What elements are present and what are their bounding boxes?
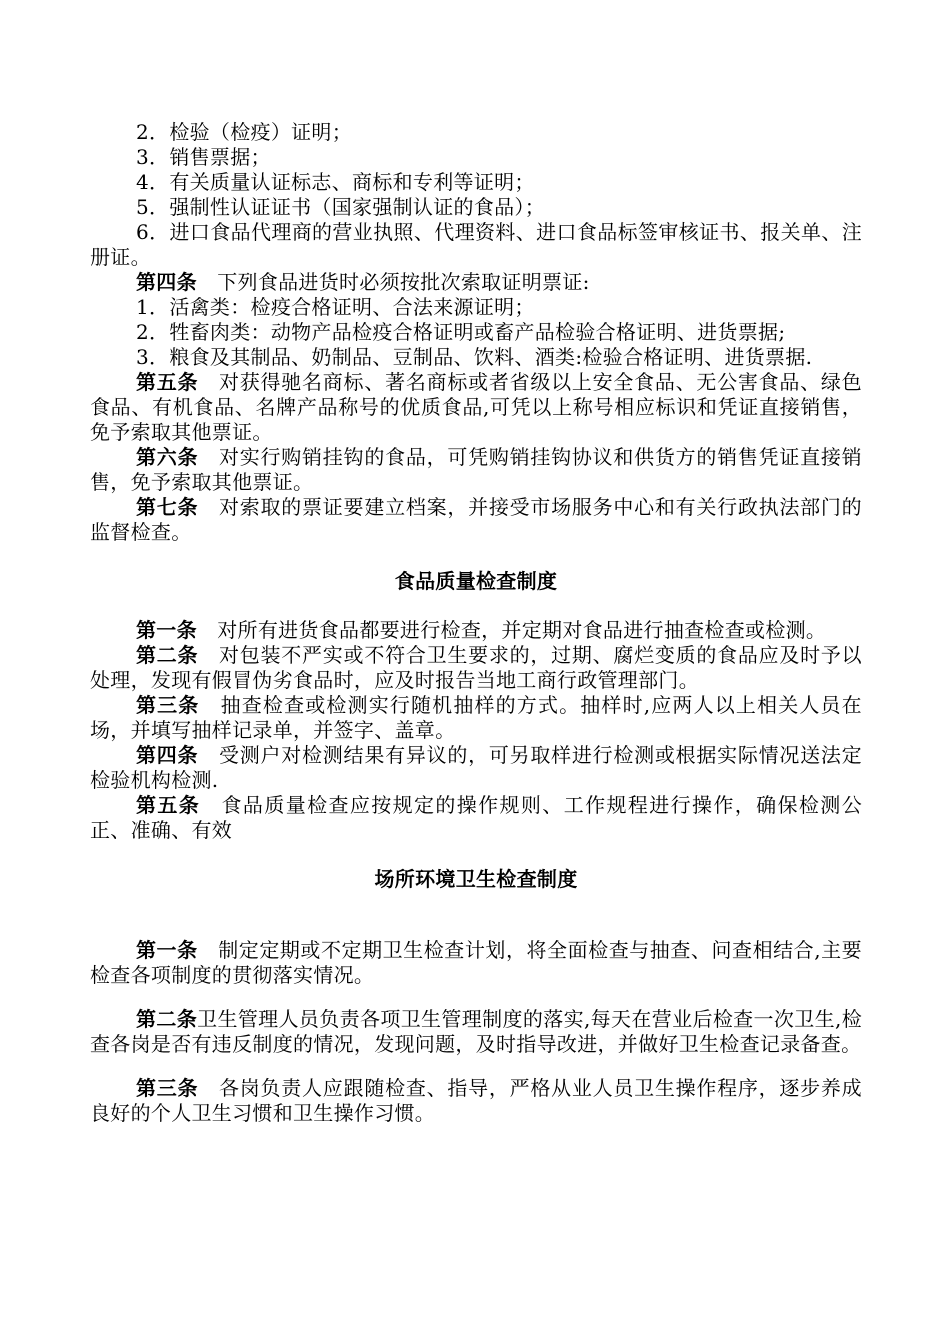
article-label: 第一条: [136, 618, 197, 642]
article-text: 食品质量检查应按规定的操作规则、工作规程进行操作，确保检测公正、准确、有效: [90, 793, 862, 842]
article-text: 受测户对检测结果有异议的，可另取样进行检测或根据实际情况送法定检验机构检测.: [90, 743, 862, 792]
article-text: 下列食品进货时必须按批次索取证明票证:: [217, 270, 590, 294]
article-2: [90, 643, 862, 693]
article-label: 第一条: [136, 938, 198, 962]
article-label: 第三条: [136, 1076, 199, 1100]
article-label: 第二条: [136, 1007, 198, 1031]
article-6: [90, 445, 862, 495]
section-title-food-quality: 食品质量检查制度: [394, 569, 558, 593]
article-4: [90, 743, 862, 793]
article-label: 第四条: [136, 743, 199, 767]
list-item: 1．活禽类：检疫合格证明、合法来源证明；: [136, 295, 535, 319]
article-5: [90, 793, 862, 843]
article-label: 第六条: [136, 445, 199, 469]
article-text: 抽查检查或检测实行随机抽样的方式。抽样时,应两人以上相关人员在场，并填写抽样记录单，并签字、盖章。: [90, 693, 862, 742]
article-5: [90, 370, 862, 445]
article-text: 对所有进货食品都要进行检查，并定期对食品进行抽查检查或检测。: [217, 618, 827, 642]
list-item: 6．进口食品代理商的营业执照、代理资料、进口食品标签审核证书、报关单、注册证。: [90, 220, 862, 269]
document-page: [90, 120, 862, 1126]
article-3: [90, 693, 862, 743]
list-item: 3．粮食及其制品、奶制品、豆制品、饮料、酒类:检验合格证明、进货票据.: [136, 345, 813, 369]
article-7: [90, 495, 862, 545]
article-2: [90, 1007, 862, 1057]
list-item: 5．强制性认证证书（国家强制认证的食品）；: [136, 195, 546, 219]
article-1: [90, 618, 862, 643]
article-text: 对包装不严实或不符合卫生要求的，过期、腐烂变质的食品应及时予以处理，发现有假冒伪劣食品时，应及时报告当地工商行政管理部门。: [90, 643, 862, 692]
article-label: 第五条: [136, 793, 201, 817]
list-item: 4．有关质量认证标志、商标和专利等证明；: [136, 170, 535, 194]
article-text: 对索取的票证要建立档案，并接受市场服务中心和有关行政执法部门的监督检查。: [90, 495, 862, 544]
article-label: 第五条: [136, 370, 199, 394]
article-label: 第二条: [136, 643, 199, 667]
article-label: 第七条: [136, 495, 199, 519]
list-item: 3．销售票据；: [136, 145, 271, 169]
article-3: [90, 1076, 862, 1126]
list-item: 2．牲畜肉类：动物产品检疫合格证明或畜产品检验合格证明、进货票据;: [136, 320, 786, 344]
article-text: 对获得驰名商标、著名商标或者省级以上安全食品、无公害食品、绿色食品、有机食品、名牌产品称号的优质食品,可凭以上称号相应标识和凭证直接销售，免予索取其他票证。: [90, 370, 862, 444]
article-text: 对实行购销挂钩的食品，可凭购销挂钩协议和供货方的销售凭证直接销售，免予索取其他票证。: [90, 445, 862, 494]
article-label: 第四条: [136, 270, 197, 294]
article-text: 卫生管理人员负责各项卫生管理制度的落实,每天在营业后检查一次卫生,检查各岗是否有违反制度的情况，发现问题，及时指导改进，并做好卫生检查记录备查。: [90, 1007, 862, 1056]
article-text: 各岗负责人应跟随检查、指导，严格从业人员卫生操作程序，逐步养成良好的个人卫生习惯和卫生操作习惯。: [90, 1076, 862, 1125]
article-4: [90, 270, 862, 295]
article-label: 第三条: [136, 693, 200, 717]
article-text: 制定定期或不定期卫生检查计划，将全面检查与抽查、问查相结合,主要检查各项制度的贯彻落实情况。: [90, 938, 862, 987]
article-1: [90, 938, 862, 988]
list-item: 2．检验（检疫）证明；: [136, 120, 353, 144]
section-title-environment-hygiene: 场所环境卫生检查制度: [374, 867, 578, 891]
